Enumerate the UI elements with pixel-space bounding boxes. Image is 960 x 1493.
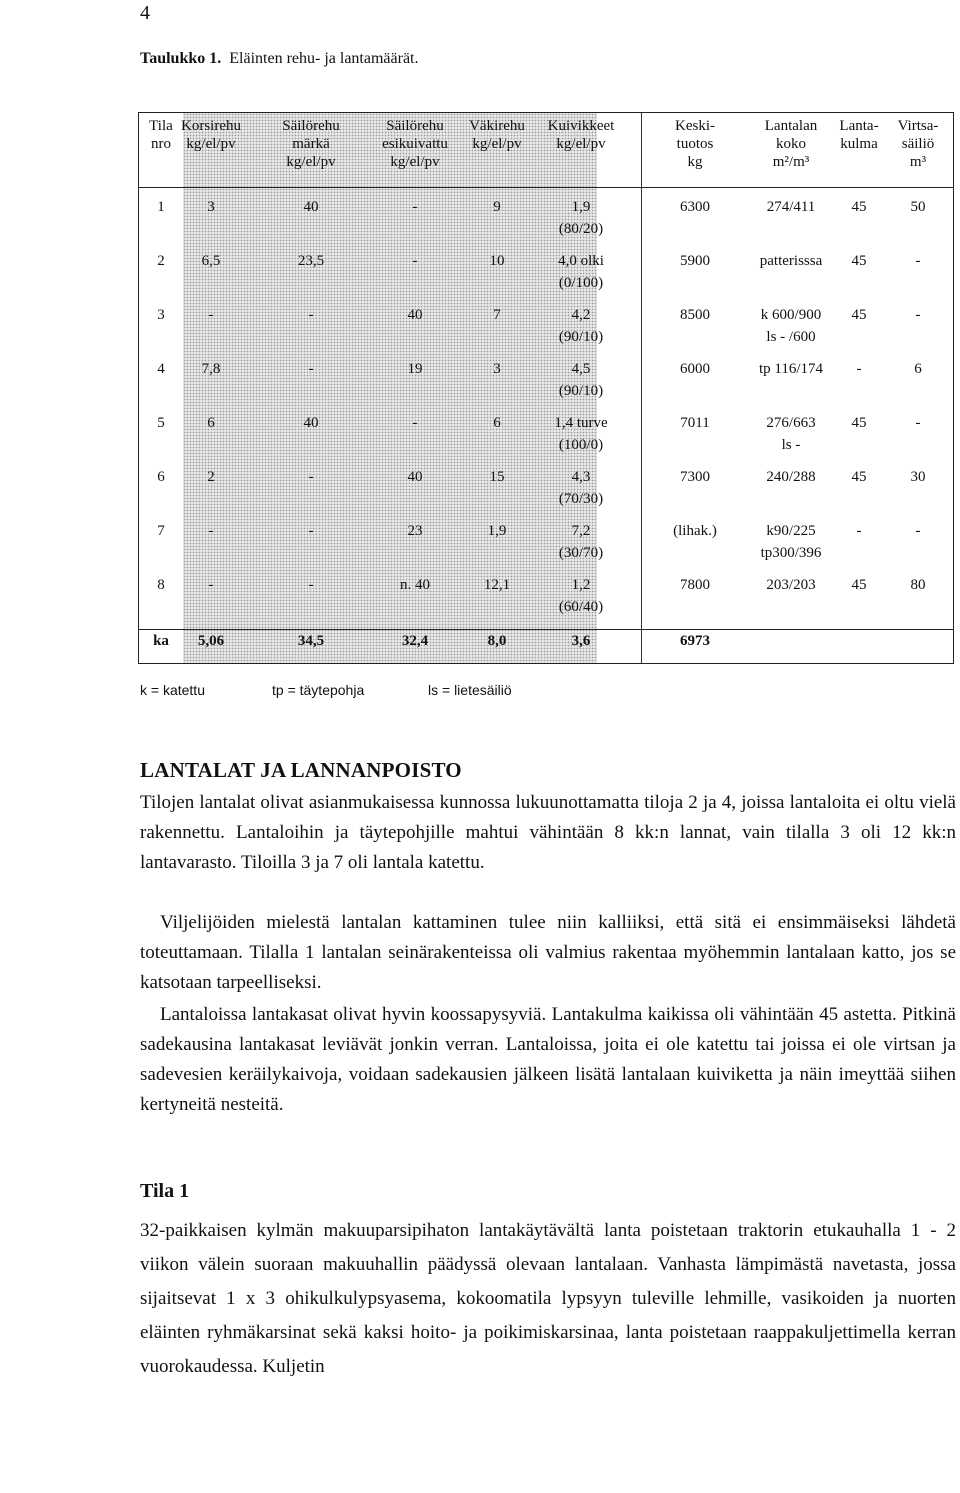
caption-label: Taulukko 1. bbox=[140, 50, 222, 67]
row-5-kuivikkeet: (100/0) bbox=[558, 437, 604, 453]
row-2-lantakulma: 45 bbox=[851, 253, 867, 269]
row-6-kuivikkeet: 4,3 bbox=[571, 469, 591, 485]
row-3-kuivikkeet: 4,2 bbox=[571, 307, 591, 323]
row-2-tila: 2 bbox=[157, 253, 165, 269]
average-korsirehu: 5,06 bbox=[197, 633, 225, 649]
row-7-sailorehu-marka: - bbox=[308, 523, 314, 539]
row-3-korsirehu: - bbox=[208, 307, 214, 323]
row-4-lantalan-koko: tp 116/174 bbox=[758, 361, 824, 377]
row-7-vakirehu: 1,9 bbox=[487, 523, 507, 539]
header-sailorehu-marka: märkä bbox=[292, 136, 330, 152]
row-3-vakirehu: 7 bbox=[493, 307, 501, 323]
row-1-kuivikkeet: 1,9 bbox=[571, 199, 591, 215]
row-8-keskituotos: 7800 bbox=[680, 577, 710, 593]
header-vakirehu: Väkirehu bbox=[469, 118, 525, 134]
row-8-kuivikkeet: 1,2 bbox=[571, 577, 591, 593]
row-8-vakirehu: 12,1 bbox=[483, 577, 511, 593]
row-1-virtsasailio: 50 bbox=[910, 199, 926, 215]
row-3-keskituotos: 8500 bbox=[680, 307, 710, 323]
paragraph-tila-1: 32-paikkaisen kylmän makuuparsipihaton lantakäytävältä lanta poistetaan traktorin etukauhalla 1 - 2 viikon välein suoraan makuuhallin päädyssä olevaan lantalaan. Vanhasta lämpimästä navetasta, jossa sijaitsevat 1 x 3 ohikulkulypsyasema, kokoomatila lypsyyn tuleville lehmille, vasikoiden ja nuorten eläinten ryhmäkarsinat sekä kaksi hoito- ja poikimiskarsinaa, lanta poistetaan raappakuljettimella kerran vuorokaudessa. Kuljetin bbox=[140, 1220, 956, 1377]
row-2-lantalan-koko: patterisssa bbox=[759, 253, 823, 269]
legend-lietesailio: ls = lietesäiliö bbox=[428, 682, 512, 698]
table-caption bbox=[140, 50, 418, 68]
header-virtsasailio: m³ bbox=[909, 154, 927, 170]
row-4-vakirehu: 3 bbox=[493, 361, 501, 377]
header-virtsasailio: säiliö bbox=[901, 136, 935, 152]
header-lantalan-koko: koko bbox=[776, 136, 806, 152]
header-sailorehu-marka: Säilörehu bbox=[282, 118, 340, 134]
header-korsirehu: Korsirehu bbox=[181, 118, 241, 134]
row-1-korsirehu: 3 bbox=[207, 199, 215, 215]
row-2-kuivikkeet: (0/100) bbox=[558, 275, 604, 291]
header-tila: nro bbox=[151, 136, 171, 152]
row-2-kuivikkeet: 4,0 olki bbox=[558, 253, 604, 269]
column-divider bbox=[641, 113, 642, 663]
row-7-keskituotos: (lihak.) bbox=[673, 523, 717, 539]
average-sailorehu-marka: 34,5 bbox=[297, 633, 325, 649]
row-5-korsirehu: 6 bbox=[207, 415, 215, 431]
row-6-korsirehu: 2 bbox=[207, 469, 215, 485]
row-7-lantalan-koko: k90/225 bbox=[766, 523, 816, 539]
row-8-tila: 8 bbox=[157, 577, 165, 593]
legend-katettu: k = katettu bbox=[140, 682, 205, 698]
paragraph-lantakasat: Lantaloissa lantakasat olivat hyvin koossapysyviä. Lantakulma kaikissa oli vähintään 45 astetta. Pitkinä sadekausina lantakasat leviävät jonkin verran. Lantaloissa, joita ei ole katettu tai joissa ei ole virtsan ja sadevesien keräilykaivoja, voidaan sadekausien jälkeen lisätä lantalaan kuiviketta ja näin imeyttää siihen kertyneitä nesteitä. bbox=[140, 1004, 956, 1115]
paragraph-viljelijat: Viljelijöiden mielestä lantalan kattaminen tulee niin kalliiksi, että sitä ei ensimmäiseksi lähdetä toteuttamaan. Tilalla 1 lantalan seinärakenteissa oli valmius rakentaa myöhemmin lantalaan katto, jos se katsotaan tarpeelliseksi. bbox=[140, 912, 956, 993]
row-8-virtsasailio: 80 bbox=[910, 577, 926, 593]
row-5-kuivikkeet: 1,4 turve bbox=[554, 415, 608, 431]
legend-taytepohja: tp = täytepohja bbox=[272, 682, 365, 698]
header-vakirehu: kg/el/pv bbox=[472, 136, 522, 152]
row-4-korsirehu: 7,8 bbox=[201, 361, 221, 377]
header-sailorehu-esikuivattu: Säilörehu bbox=[386, 118, 444, 134]
row-1-vakirehu: 9 bbox=[493, 199, 501, 215]
average-vakirehu: 8,0 bbox=[487, 633, 507, 649]
row-4-sailorehu-esikuivattu: 19 bbox=[407, 361, 423, 377]
header-lantalan-koko: m²/m³ bbox=[772, 154, 810, 170]
header-lantalan-koko: Lantalan bbox=[764, 118, 818, 134]
paragraph-lantalat: Tilojen lantalat olivat asianmukaisessa kunnossa lukuunottamatta tiloja 2 ja 4, joissa lantaloita ei oltu vielä rakennettu. Lantaloihin ja täytepohjille mahtui vähintään 8 kk:n lannat, vain tilalla 3 oli 12 kk:n lantavarasto. Tiloilla 3 ja 7 oli lantala katettu. bbox=[140, 792, 956, 873]
row-4-kuivikkeet: (90/10) bbox=[558, 383, 604, 399]
row-5-virtsasailio: - bbox=[915, 415, 921, 431]
row-4-sailorehu-marka: - bbox=[308, 361, 314, 377]
row-6-sailorehu-esikuivattu: 40 bbox=[407, 469, 423, 485]
row-5-sailorehu-marka: 40 bbox=[303, 415, 319, 431]
caption-text: Eläinten rehu- ja lantamäärät. bbox=[229, 50, 419, 67]
row-5-lantalan-koko: ls - bbox=[781, 437, 801, 453]
row-8-kuivikkeet: (60/40) bbox=[558, 599, 604, 615]
row-8-lantalan-koko: 203/203 bbox=[766, 577, 816, 593]
row-6-virtsasailio: 30 bbox=[910, 469, 926, 485]
row-6-keskituotos: 7300 bbox=[680, 469, 710, 485]
row-5-vakirehu: 6 bbox=[493, 415, 501, 431]
row-6-sailorehu-marka: - bbox=[308, 469, 314, 485]
row-5-tila: 5 bbox=[157, 415, 165, 431]
row-1-tila: 1 bbox=[157, 199, 165, 215]
row-3-virtsasailio: - bbox=[915, 307, 921, 323]
page-number: 4 bbox=[140, 2, 150, 24]
row-1-sailorehu-esikuivattu: - bbox=[412, 199, 418, 215]
average-sailorehu-esikuivattu: 32,4 bbox=[401, 633, 429, 649]
row-8-sailorehu-esikuivattu: n. 40 bbox=[400, 577, 430, 593]
row-7-virtsasailio: - bbox=[915, 523, 921, 539]
average-keskituotos: 6973 bbox=[680, 633, 710, 649]
header-korsirehu: kg/el/pv bbox=[186, 136, 236, 152]
row-1-lantakulma: 45 bbox=[851, 199, 867, 215]
row-3-tila: 3 bbox=[157, 307, 165, 323]
row-3-lantakulma: 45 bbox=[851, 307, 867, 323]
row-4-keskituotos: 6000 bbox=[680, 361, 710, 377]
row-2-sailorehu-marka: 23,5 bbox=[297, 253, 325, 269]
average-divider bbox=[139, 629, 953, 630]
row-7-kuivikkeet: 7,2 bbox=[571, 523, 591, 539]
row-1-lantalan-koko: 274/411 bbox=[766, 199, 816, 215]
row-1-keskituotos: 6300 bbox=[680, 199, 710, 215]
header-tila: Tila bbox=[149, 118, 173, 134]
header-lantakulma: Lanta- bbox=[839, 118, 879, 134]
row-7-lantakulma: - bbox=[856, 523, 862, 539]
row-3-lantalan-koko: k 600/900 bbox=[760, 307, 822, 323]
row-7-tila: 7 bbox=[157, 523, 165, 539]
header-keskituotos: Keski- bbox=[675, 118, 715, 134]
row-7-sailorehu-esikuivattu: 23 bbox=[407, 523, 423, 539]
average-kuivikkeet: 3,6 bbox=[571, 633, 591, 649]
row-8-korsirehu: - bbox=[208, 577, 214, 593]
row-6-lantalan-koko: 240/288 bbox=[766, 469, 816, 485]
average-tila: ka bbox=[153, 633, 169, 649]
row-5-lantakulma: 45 bbox=[851, 415, 867, 431]
row-6-kuivikkeet: (70/30) bbox=[558, 491, 604, 507]
row-1-kuivikkeet: (80/20) bbox=[558, 221, 604, 237]
row-4-kuivikkeet: 4,5 bbox=[571, 361, 591, 377]
row-8-lantakulma: 45 bbox=[851, 577, 867, 593]
row-4-lantakulma: - bbox=[856, 361, 862, 377]
row-3-kuivikkeet: (90/10) bbox=[558, 329, 604, 345]
row-3-sailorehu-marka: - bbox=[308, 307, 314, 323]
header-lantakulma: kulma bbox=[840, 136, 878, 152]
header-sailorehu-esikuivattu: esikuivattu bbox=[382, 136, 448, 152]
row-2-korsirehu: 6,5 bbox=[201, 253, 221, 269]
row-5-sailorehu-esikuivattu: - bbox=[412, 415, 418, 431]
row-3-lantalan-koko: ls - /600 bbox=[766, 329, 816, 345]
section-heading: LANTALAT JA LANNANPOISTO bbox=[140, 758, 462, 782]
header-sailorehu-esikuivattu: kg/el/pv bbox=[390, 154, 440, 170]
row-6-lantakulma: 45 bbox=[851, 469, 867, 485]
row-7-lantalan-koko: tp300/396 bbox=[760, 545, 822, 561]
row-3-sailorehu-esikuivattu: 40 bbox=[407, 307, 423, 323]
row-4-tila: 4 bbox=[157, 361, 165, 377]
subheading-tila-1: Tila 1 bbox=[140, 1180, 190, 1202]
row-5-keskituotos: 7011 bbox=[680, 415, 710, 431]
row-5-lantalan-koko: 276/663 bbox=[766, 415, 816, 431]
header-virtsasailio: Virtsa- bbox=[897, 118, 939, 134]
row-2-keskituotos: 5900 bbox=[680, 253, 710, 269]
row-2-sailorehu-esikuivattu: - bbox=[412, 253, 418, 269]
row-4-virtsasailio: 6 bbox=[914, 361, 922, 377]
header-keskituotos: kg bbox=[687, 154, 703, 170]
feed-manure-table bbox=[138, 112, 954, 664]
row-1-sailorehu-marka: 40 bbox=[303, 199, 319, 215]
row-2-virtsasailio: - bbox=[915, 253, 921, 269]
header-divider bbox=[139, 187, 953, 188]
row-7-kuivikkeet: (30/70) bbox=[558, 545, 604, 561]
header-kuivikkeet: kg/el/pv bbox=[556, 136, 606, 152]
row-6-tila: 6 bbox=[157, 469, 165, 485]
row-8-sailorehu-marka: - bbox=[308, 577, 314, 593]
header-kuivikkeet: Kuivikkeet bbox=[547, 118, 615, 134]
row-2-vakirehu: 10 bbox=[489, 253, 505, 269]
row-7-korsirehu: - bbox=[208, 523, 214, 539]
header-keskituotos: tuotos bbox=[676, 136, 714, 152]
header-sailorehu-marka: kg/el/pv bbox=[286, 154, 336, 170]
row-6-vakirehu: 15 bbox=[489, 469, 505, 485]
